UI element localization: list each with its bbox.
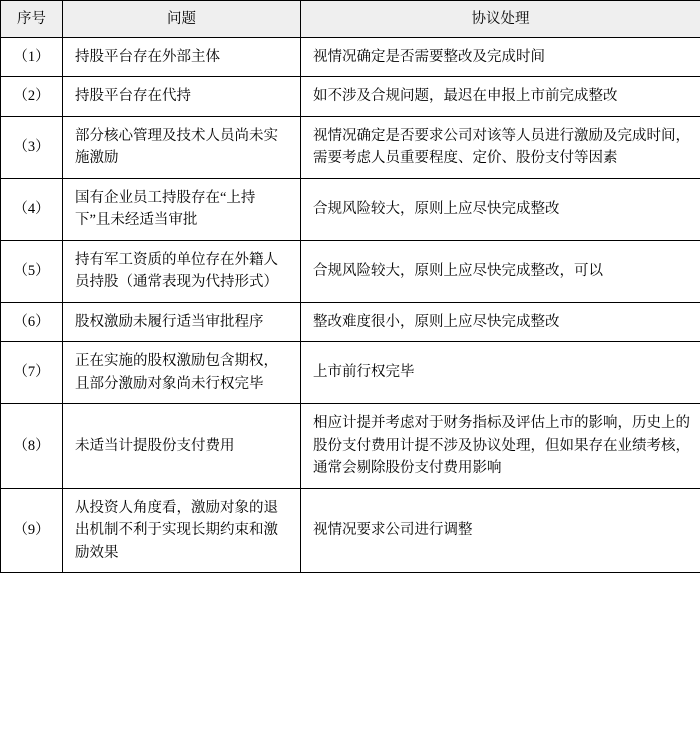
row-answer: 视情况确定是否需要整改及完成时间 xyxy=(301,38,700,77)
column-header-treatment: 协议处理 xyxy=(301,1,700,38)
row-question: 持股平台存在代持 xyxy=(63,77,301,116)
row-index: （5） xyxy=(1,240,63,302)
row-index: （7） xyxy=(1,342,63,404)
row-question: 持股平台存在外部主体 xyxy=(63,38,301,77)
row-question: 未适当计提股份支付费用 xyxy=(63,404,301,488)
row-answer: 上市前行权完毕 xyxy=(301,342,700,404)
row-question: 正在实施的股权激励包含期权，且部分激励对象尚未行权完毕 xyxy=(63,342,301,404)
row-question: 从投资人角度看，激励对象的退出机制不利于实现长期约束和激励效果 xyxy=(63,488,301,572)
row-answer: 视情况确定是否要求公司对该等人员进行激励及完成时间，需要考虑人员重要程度、定价、股份支付等因素 xyxy=(301,116,700,178)
row-answer: 相应计提并考虑对于财务指标及评估上市的影响，历史上的股份支付费用计提不涉及协议处理，但如果存在业绩考核，通常会剔除股份支付费用影响 xyxy=(301,404,700,488)
table-header xyxy=(1,1,700,38)
row-answer: 视情况要求公司进行调整 xyxy=(301,488,700,572)
table-row xyxy=(1,302,700,341)
row-question: 国有企业员工持股存在“上持下”且未经适当审批 xyxy=(63,178,301,240)
column-header-index: 序号 xyxy=(1,1,63,38)
table-row xyxy=(1,404,700,488)
table-row xyxy=(1,488,700,572)
row-index: （9） xyxy=(1,488,63,572)
row-index: （1） xyxy=(1,38,63,77)
row-index: （2） xyxy=(1,77,63,116)
table-row xyxy=(1,178,700,240)
table-header-row xyxy=(1,1,700,38)
row-index: （6） xyxy=(1,302,63,341)
row-answer: 合规风险较大，原则上应尽快完成整改 xyxy=(301,178,700,240)
row-index: （8） xyxy=(1,404,63,488)
row-answer: 合规风险较大，原则上应尽快完成整改，可以 xyxy=(301,240,700,302)
row-answer: 如不涉及合规问题，最迟在申报上市前完成整改 xyxy=(301,77,700,116)
table-row xyxy=(1,38,700,77)
column-header-question: 问题 xyxy=(63,1,301,38)
row-question: 部分核心管理及技术人员尚未实施激励 xyxy=(63,116,301,178)
table-row xyxy=(1,342,700,404)
row-index: （3） xyxy=(1,116,63,178)
row-question: 持有军工资质的单位存在外籍人员持股（通常表现为代持形式） xyxy=(63,240,301,302)
row-question: 股权激励未履行适当审批程序 xyxy=(63,302,301,341)
row-answer: 整改难度很小，原则上应尽快完成整改 xyxy=(301,302,700,341)
row-index: （4） xyxy=(1,178,63,240)
table-row xyxy=(1,77,700,116)
table-body xyxy=(1,38,700,573)
table-row xyxy=(1,116,700,178)
table-row xyxy=(1,240,700,302)
